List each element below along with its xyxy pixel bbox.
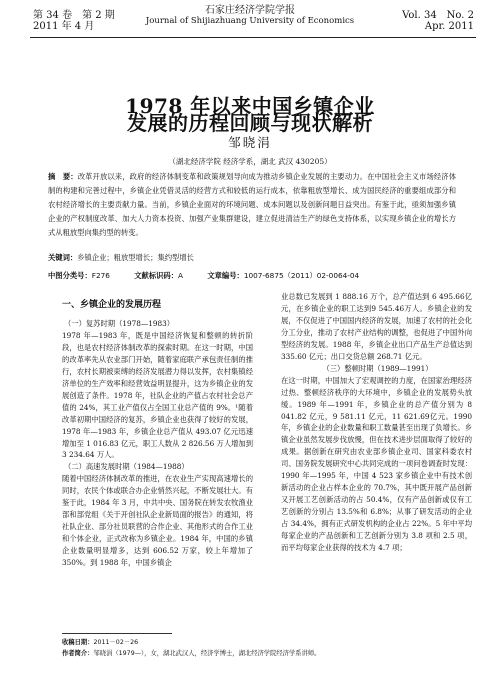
keywords-text: 乡镇企业；粗放型增长；集约型增长	[77, 253, 194, 262]
doc-code-label: 文献标识码：	[134, 271, 179, 280]
volume-issue-text: 第 34 卷 第 2 期	[33, 10, 115, 21]
clc-number	[48, 271, 110, 280]
article-title-line-2: 发展的历程回顾与现状解析	[127, 111, 373, 135]
journal-name-en: Journal of Shijiazhuang University of Economics	[145, 16, 355, 26]
author-affiliation: （湖北经济学院 经济学系，湖北 武汉 430205）	[168, 157, 332, 166]
paragraph-rapid-growth-cont: 业总数已发展到 1 888.16 万个，总产值达到 6 495.66亿元，在乡镇企业的职工达到9 545.46万人。乡镇企业的发展，不仅促进了中国国内经济的发展，加速了农村的社会化分工分业，推动了农村产业结构的调整，也促进了中国外向型经济的发展。1988 年，乡镇企业出口产品生产总值达到 335.60 亿元；出口交货总额 268.71 亿元。	[281, 292, 472, 361]
abstract-text: 改革开放以来，政府的经济体制变革和政策规划导向成为推动乡镇企业发展的主要动力。在中国社会主义市场经济体制的构建和完善过程中，乡镇企业凭借灵活的经营方式和较低的运行成本，依靠粗放型增长、成为国民经济的重要组成部分和农村经济增长的主要贡献力量。当前，乡镇企业面对的环境问题、成本问题以及创新问题日益突出。有鉴于此，亟须加强乡镇企业的产权制度改革、加大人力资本投资、加强产业集群建设，建立促进清洁生产的绿色支持体系，以实现乡镇企业的增长方式从粗放型向集约型的转变。	[48, 172, 457, 237]
footnote-rule	[62, 633, 172, 634]
received-value: 2011－02－26	[93, 639, 139, 646]
article-no-value: 1007-6875（2011）02-0064-04	[243, 271, 360, 280]
abstract-label: 摘 要：	[48, 172, 78, 181]
doc-code-value: A	[178, 271, 184, 280]
left-column	[62, 318, 253, 569]
issue-date-text: 2011 年 4 月	[33, 21, 95, 32]
subheading-recovery-period: （一）复苏时期（1978—1983）	[64, 319, 175, 328]
header-rule	[30, 37, 476, 38]
received-label: 收稿日期：	[62, 639, 94, 646]
received-date	[62, 637, 320, 648]
keywords-label: 关键词：	[48, 253, 78, 262]
right-column	[281, 291, 472, 554]
author-bio-value: 邹晓涓（1979—），女，湖北武汉人，经济学博士，湖北经济学院经济学系讲师。	[93, 650, 321, 657]
footnote	[62, 637, 320, 659]
journal-name-cn: 石家庄经济学院学报	[205, 5, 295, 16]
abstract	[48, 170, 456, 240]
paragraph-recovery: 1978 年—1983 年，既是中国经济恢复和整顿的转折阶段，也是农村经济体制改革的探索时期。在这一时期，中国的改革率先从农业部门开始，随着家庭联产承包责任制的推行，农村长期被束缚的经济发展潜力得以发挥，农村集镇经济单位的生产效率和经营效益明显提升，这为乡镇企业的发展创造了条件。1978 年，社队企业的产值占农村社会总产值的 24%，其工业产值仅占全国工业总产值的 9%。¹随着改革初期中国经济的复苏，乡镇企业也获得了较好的发展，1978 年—1983 年，乡镇企业总产值从 493.07 亿元迅速增加至 1 016.83 亿元，职工人数从 2 826.56 万人增加到 3 234.64 万人。	[62, 330, 254, 460]
keywords	[48, 253, 456, 263]
paragraph-rectification: 在这一时期，中国加大了宏观调控的力度，在国家治理经济过热、整顿经济秩序的大环境中，乡镇企业的发展势头放缓。1989 年—1991 年，乡镇企业的总产值分别为 8 041.82 亿元，9 581.11 亿元，11 621.69亿元。1990 年，乡镇企业的企业数量和职工数量甚至出现了负增长。乡镇企业虽然发展步伐放慢，但在技术进步层面取得了较好的成果。据创新在研究由农业部乡镇企业司、国家科委农村司、国务院发展研究中心共同完成的一项问卷调查时发现：1990 年—1995 年，中国 4 523 家乡镇企业中有技术创新活动的企业占样本企业的 70.7%，其中既开展产品创新又开展工艺创新活动的占 50.4%，仅有产品创新或仅有工艺创新的分别占 13.5%和 6.8%；从事了研发活动的企业占 34.4%，拥有正式研发机构的企业占 22%。5 年中平均每家企业的产品创新和工艺创新分别为 3.8 项和 2.5 项，而平均每家企业获得的技术为 4.7 项；	[281, 375, 472, 553]
article-title-line-1: 1978 年以来中国乡镇企业	[125, 94, 375, 118]
date-en-text: Apr. 2011	[424, 21, 474, 32]
author-name: 邹晓涓	[228, 135, 272, 150]
subheading-rectification: （三）整顿时期（1989—1991）	[322, 363, 433, 373]
article-number	[207, 271, 359, 280]
author-bio-label: 作者简介：	[62, 650, 94, 657]
volume-en-text: Vol. 34 No. 2	[402, 10, 474, 21]
paragraph-rapid-growth: 随着中国经济体制改革的推进，在农业生产实现高速增长的同时，农民个体或联合办企业悄然兴起，不断发展壮大。有鉴于此，1984 年 3 月，中共中央、国务院在转发农牧渔业部和部党组《关于开创社队企业新局面的报告》的通知，将社队企业、部分社员联营的合作企业、其他形式的合作工业和个体企业，正式改称为乡镇企业。1984 年，中国的乡镇企业数量明显增多，达到 606.52 万家，较上年增加了 350%。到 1988 年，中国乡镇企	[62, 474, 253, 568]
classification-line	[48, 271, 456, 281]
subheading-rapid-growth: （二）高速发展时期（1984—1988）	[64, 462, 189, 472]
document-code	[134, 271, 183, 280]
journal-volume-en	[402, 10, 474, 32]
clc-value: F276	[91, 271, 110, 280]
author-bio	[62, 648, 320, 659]
article-no-label: 文章编号：	[207, 271, 244, 280]
section-heading-1: 一、乡镇企业的发展历程	[62, 300, 162, 310]
clc-label: 中图分类号：	[48, 271, 92, 280]
